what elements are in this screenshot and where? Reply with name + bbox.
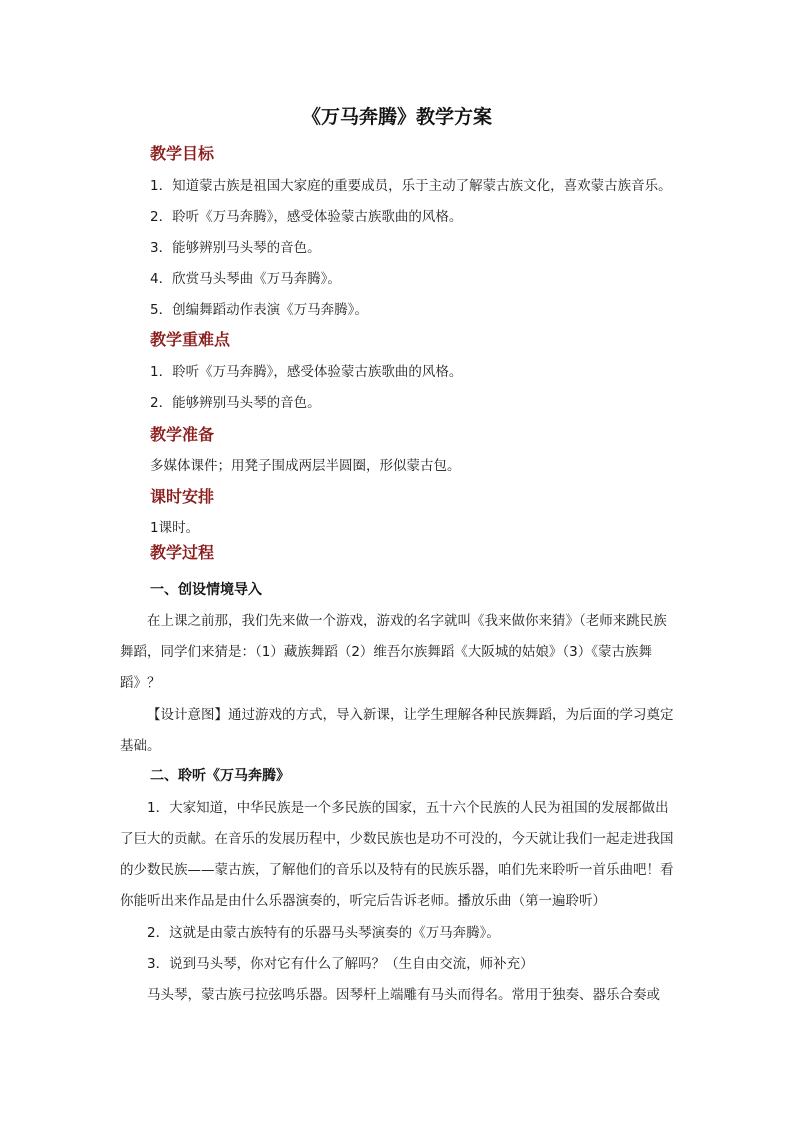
preparation-text: 多媒体课件；用凳子围成两层半圆圈，形似蒙古包。 <box>150 458 461 474</box>
goal-item-5: 5．创编舞蹈动作表演《万马奔腾》。 <box>150 302 368 318</box>
key-point-item-2: 2．能够辨别马头琴的音色。 <box>150 395 321 411</box>
process-part2-paragraph-4: 马头琴，蒙古族弓拉弦鸣乐器。因琴杆上端雕有马头而得名。常用于独奏、器乐合奏或 <box>147 987 660 1003</box>
goal-item-3: 3．能够辨别马头琴的音色。 <box>150 240 321 256</box>
process-part1-paragraph-1: 在上课之前那，我们先来做一个游戏，游戏的名字就叫《我来做你来猜》（老师来跳民族舞蹈，同学们来猜是：（1）藏族舞蹈（2）维吾尔族舞蹈《大阪城的姑娘》（3）《蒙古族舞蹈》？ <box>120 613 667 691</box>
goal-item-4: 4．欣赏马头琴曲《万马奔腾》。 <box>150 271 341 287</box>
section-heading-goals: 教学目标 <box>150 144 215 163</box>
key-point-item-1: 1．聆听《万马奔腾》，感受体验蒙古族歌曲的风格。 <box>150 364 463 380</box>
section-heading-process: 教学过程 <box>150 543 215 562</box>
section-heading-preparation: 教学准备 <box>150 425 215 444</box>
process-part2-heading: 二、聆听《万马奔腾》 <box>150 768 290 784</box>
process-part2-paragraph-1: 1．大家知道，中华民族是一个多民族的国家，五十六个民族的人民为祖国的发展都做出了巨大的贡献。在音乐的发展历程中，少数民族也是功不可没的，今天就让我们一起走进我国的少数民族——蒙古族，了解他们的音乐以及特有的民族乐器，咱们先来聆听一首乐曲吧！看你能听出来作品是由什么乐器演奏的，听完后告诉老师。播放乐曲（第一遍聆听） <box>120 800 674 909</box>
process-part1-design-intent: 【设计意图】通过游戏的方式，导入新课，让学生理解各种民族舞蹈，为后面的学习奠定基础。 <box>120 707 674 754</box>
document-title: 《万马奔腾》教学方案 <box>301 106 492 128</box>
goal-item-1: 1．知道蒙古族是祖国大家庭的重要成员，乐于主动了解蒙古族文化，喜欢蒙古族音乐。 <box>150 178 672 194</box>
process-part1-heading: 一、创设情境导入 <box>150 582 262 598</box>
section-heading-key-points: 教学重难点 <box>150 330 231 349</box>
section-heading-schedule: 课时安排 <box>150 487 215 506</box>
schedule-text: 1课时。 <box>150 520 200 536</box>
goal-item-2: 2．聆听《万马奔腾》，感受体验蒙古族歌曲的风格。 <box>150 209 463 225</box>
process-part2-paragraph-2: 2．这就是由蒙古族特有的乐器马头琴演奏的《万马奔腾》。 <box>147 925 500 941</box>
process-part2-paragraph-3: 3．说到马头琴，你对它有什么了解吗？（生自由交流，师补充） <box>147 956 534 972</box>
